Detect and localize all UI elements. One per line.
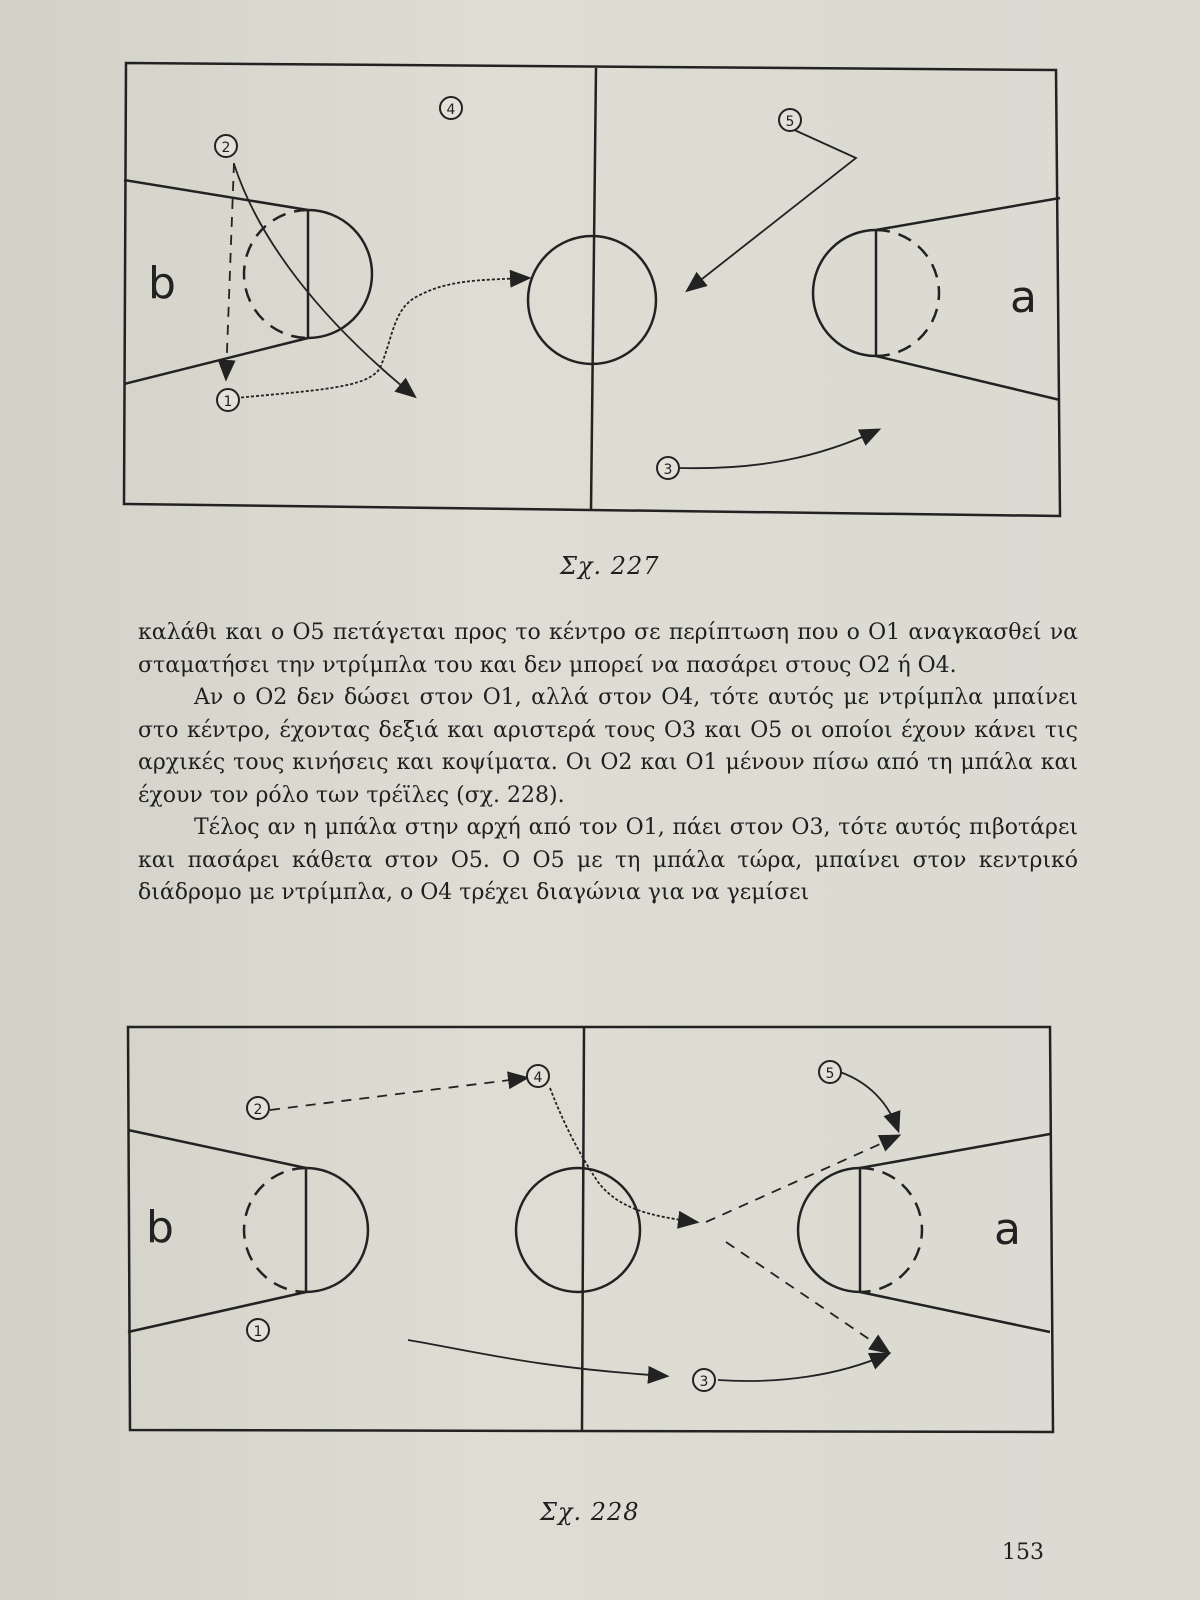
player-marker [527,1065,549,1087]
cut-path [718,1354,888,1381]
pass-line [226,163,234,378]
basket-label-left: b [148,258,176,309]
pass-line [270,1078,526,1110]
pass-line [726,1242,888,1352]
dribble-path [550,1088,696,1222]
player-marker [440,97,462,119]
svg-text:3: 3 [699,1374,709,1390]
figure-caption: Σχ. 228 [540,1498,640,1526]
player-marker [247,1097,269,1119]
svg-text:3: 3 [663,462,673,478]
player-marker [215,135,237,157]
svg-text:4: 4 [533,1070,543,1086]
cut-path [408,1340,666,1376]
court-outline [128,1027,1053,1432]
svg-text:2: 2 [221,140,231,156]
svg-text:1: 1 [253,1324,263,1340]
basket-label-left: b [146,1202,174,1253]
center-circle [516,1168,640,1292]
paragraph: Αν ο Ο2 δεν δώσει στον Ο1, αλλά στον Ο4, τότε αυτός με ντρίμπλα μπαίνει στο κέντρο, έχοντας δεξιά και αριστερά τους Ο3 και Ο5 οι οποίοι έχουν κάνει τις αρχικές τους κινήσεις και κοψίματα. Οι Ο2 και Ο1 μένουν πίσω από τη μπάλα και έχουν τον ρόλο των τρέϊλες (σχ. 228). [138,685,1078,808]
svg-text:4: 4 [446,102,456,118]
player-marker [247,1319,269,1341]
figure-caption: Σχ. 227 [560,552,660,580]
player-marker [779,109,801,131]
svg-text:2: 2 [253,1102,263,1118]
basket-label-right: a [1010,272,1037,323]
court-diagram-227 [118,58,1094,528]
basket-label-right: a [994,1204,1021,1255]
court-diagram-228 [118,1022,1094,1482]
cut-path [840,1072,898,1130]
player-marker [217,389,239,411]
cut-path [234,164,414,396]
paragraph: καλάθι και ο Ο5 πετάγεται προς το κέντρο σε περίπτωση που ο Ο1 αναγκασθεί να σταματήσει την ντρίμπλα του και δεν μπορεί να πασάρει στους Ο2 ή Ο4. [138,620,1078,678]
dribble-path [236,278,528,398]
paragraph: Τέλος αν η μπάλα στην αρχή από τον Ο1, πάει στον Ο3, τότε αυτός πιβοτάρει και πασάρει κάθετα στον Ο5. Ο Ο5 με τη μπάλα τώρα, μπαίνει στον κεντρικό διάδρομο με ντρίμπλα, ο Ο4 τρέχει διαγώνια για να γεμίσει [138,815,1078,905]
cut-path [688,128,856,290]
svg-text:5: 5 [825,1066,835,1082]
player-marker [819,1061,841,1083]
page-number: 153 [1002,1540,1044,1565]
svg-text:5: 5 [785,114,795,130]
half-court-line [591,68,596,510]
player-marker [657,457,679,479]
body-text [138,617,1078,910]
cut-path [678,430,878,468]
svg-text:1: 1 [223,394,233,410]
player-marker [693,1369,715,1391]
